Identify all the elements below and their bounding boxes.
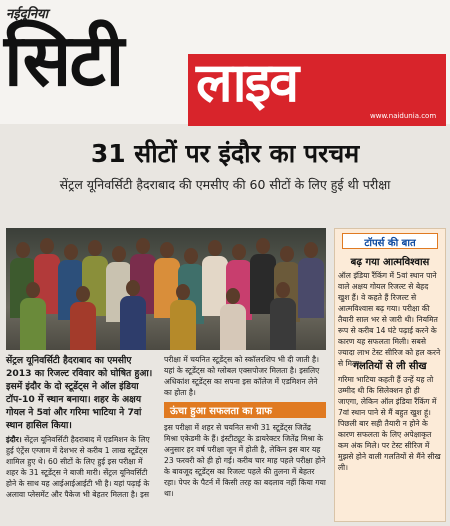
subheading-text: ऊंचा हुआ सफलता का ग्राफ xyxy=(170,406,272,417)
headline: 31 सीटों पर इंदौर का परचम xyxy=(90,139,360,168)
confidence-heading: बढ़ गया आत्मविश्वास xyxy=(350,257,430,268)
website-url: www.naidunia.com xyxy=(370,112,437,120)
mistakes-text: गरिमा भाटिया कहती हैं उन्हें यह तो उम्मीद थी कि सिलेक्शन हो ही जाएगा, लेकिन ऑल इंडिया रैंकिंग में 7वां स्थान पाने से मैं बहुत खुश हूं। पिछली बार सही तैयारी न होने के कारण सफलता के लिए अपेक्षाकृत कम अंक मिले। पर टेस्ट सीरिज में मुझसे होने वाली गलतियों से मैंने सीख ली। xyxy=(338,375,441,472)
students-group-photo xyxy=(6,228,326,350)
subheadline: सेंट्रल यूनिवर्सिटी हैदराबाद की एमसीए की 60 सीटों के लिए हुई थी परीक्षा xyxy=(59,177,391,192)
sidebar-heading: टॉपर्स की बात xyxy=(364,238,416,249)
story-body xyxy=(6,434,156,500)
mistakes-heading: गलतियों से ली सीख xyxy=(353,361,427,372)
section-title-left: सिटी xyxy=(4,18,123,102)
confidence-text: ऑल इंडिया रैंकिंग में 5वां स्थान पाने वाले अक्षय गोयल रिजल्ट से बेहद खुश हैं। वे कहते हैं रिजल्ट से आत्मविश्वास बढ़ गया। परीक्षा की तैयारी साल भर से जारी थी। नियमित रूप से करीब 14 घंटे पढ़ाई करने के कारण यह सफलता मिली। सबसे ज्यादा लाभ टेस्ट सीरिज को हल करने से मिला। xyxy=(338,271,441,368)
story-column-2-top: परीक्षा में चयनित स्टूडेंट्स को स्कॉलरशिप भी दी जाती है। यहां के स्टूडेंट्स को ग्लोबल एक्सपोजर मिलता है। इसलिए अधिकांश स्टूडेंट्स का सपना इस कॉलेज में एडमिशन लेने का होता है। xyxy=(164,355,320,397)
story-column-2-bottom: इस परीक्षा में शहर से चयनित सभी 31 स्टूडेंट्स जितेंद्र मिश्रा एकेडमी के हैं। इंस्टीट्यूट के डायरेक्टर जितेंद्र मिश्रा के अनुसार हर वर्ष परीक्षा जून में होती है, लेकिन इस बार यह 23 फरवरी को ही हो गई। करीब चार माह पहले परीक्षा होने के बावजूद स्टूडेंट्स का रिजल्ट पहले की तुलना में बेहतर रहा। पेपर के पैटर्न में किसी तरह का बदलाव नहीं किया गया था। xyxy=(164,423,326,498)
story-body-text: सेंट्रल यूनिवर्सिटी हैदराबाद में एडमिशन के लिए हुई एंट्रेंस एग्जाम में देशभर से करीब 1 लाख स्टूडेंट्स शामिल हुए थे। 60 सीटों के लिए हुई इस परीक्षा में शहर के 31 स्टूडेंट्स ने बाजी मारी। सेंट्रल यूनिवर्सिटी होने के साथ यह आईआईआईटी भी है। यहां पढ़ाई के अलावा प्लेसमेंट और पैकेज भी बेहतर मिलता है। इस xyxy=(6,435,150,499)
section-title-right: लाइव xyxy=(196,51,298,114)
story-intro: सेंट्रल यूनिवर्सिटी हैदराबाद का एमसीए 2013 का रिजल्ट रविवार को घोषित हुआ। इसमें इंदौर के दो स्टूडेंट्स ने ऑल इंडिया टॉप-10 में स्थान बनाया। शहर के अक्षय गोयल ने 5वां और गरिमा भाटिया ने 7वां स्थान हासिल किया। xyxy=(6,355,153,432)
dateline: इंदौर। xyxy=(6,435,22,444)
newspaper-logo: नईदुनिया xyxy=(6,7,48,22)
